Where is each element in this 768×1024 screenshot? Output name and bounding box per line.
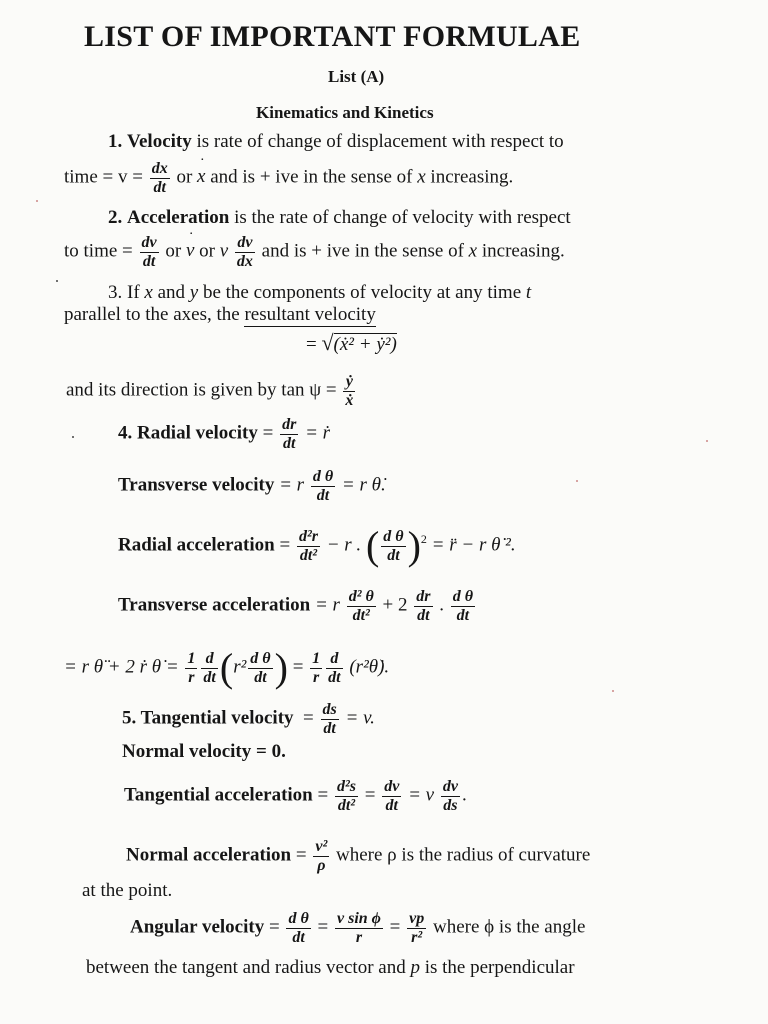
item1-number: 1. [108,131,123,152]
radial-velocity-num: dr [282,416,297,433]
scan-speck [72,436,74,438]
angular-velocity-eq3: = [389,916,401,938]
left-paren-icon: ( [365,523,380,568]
item3-resultant: resultant velocity [244,304,376,325]
scan-speck [56,280,58,282]
radial-velocity-line [118,416,330,452]
scan-speck [612,690,614,692]
item1-x: x [417,166,426,188]
item1-xdot: x ˙ [197,167,205,186]
tangential-acceleration-d3: ds [443,796,458,814]
radial-acceleration-inner-fraction [381,528,405,564]
last-line [86,958,575,977]
tangential-velocity-rhs: = v. [345,707,375,729]
item2-f2-num: dv [235,234,255,253]
radial-velocity-fraction [280,416,298,452]
angular-velocity-frac3 [407,910,426,946]
scan-speck [576,480,578,482]
angular-velocity-eq2: = [317,916,329,938]
normal-velocity: Normal velocity = 0. [122,741,286,762]
item3-root-line [306,332,397,354]
transverse-acceleration-dot: . [439,594,444,616]
item3-rest: be the components of velocity at any time [202,282,522,303]
item1-fraction [150,160,170,196]
cont-pre: = r θ̈ + 2 ṙ θ̇ = [64,656,179,678]
transverse-velocity-line [118,468,386,504]
item3-y: y [189,282,199,303]
transverse-acceleration-plus: + 2 [382,594,408,616]
radial-acceleration-line [118,523,516,568]
item2-or1: or [165,240,182,262]
tangential-acceleration-eq3: = v [408,784,435,806]
transverse-acceleration-n3: d θ [452,588,474,605]
transverse-velocity-den: dt [316,486,330,504]
right-paren-icon: ) [407,523,421,568]
normal-acceleration-fraction [313,838,329,874]
cont-n5: d [326,650,342,669]
item1-tail: increasing. [430,166,514,188]
cont-frac4 [310,650,322,686]
item3-dir-fraction [343,373,355,409]
radial-acceleration-inner-den: dt [387,546,400,564]
item3-root: (ẋ² + ẏ²) [333,334,397,355]
cont-d1: r [188,668,195,686]
list-label: List (A) [328,67,385,86]
tangential-acceleration-frac3 [441,778,460,814]
radial-acceleration-rhs: = r̈ − r θ̇ ². [431,534,516,556]
item3-t: t [525,282,532,303]
cont-tail: (r²θ̇). [349,656,390,678]
scan-speck [36,200,38,202]
transverse-acceleration-d3: dt [456,606,470,624]
tangential-acceleration-frac2 [382,778,401,814]
last-line-a: between the tangent and radius vector and [86,957,406,978]
angular-velocity-n1: d θ [288,910,309,927]
angular-velocity-eq: = [268,916,280,938]
item3-and: and [157,282,186,303]
transverse-acceleration-frac2 [414,588,432,624]
tangential-acceleration-frac1 [335,778,358,814]
last-p: p [410,957,420,978]
item3-dir-num: ẏ [343,373,355,392]
angular-velocity-label: Angular velocity [130,916,265,938]
item2-f1-num: dv [141,234,157,251]
tangential-acceleration-n3: dv [442,778,458,795]
cont-eq: = [292,656,304,678]
tangential-acceleration-n2: dv [384,778,400,795]
cont-d3: dt [254,668,267,686]
cont-frac3 [248,650,272,686]
item3-direction [66,373,357,409]
cont-d2: dt [203,668,216,686]
cont-n1: 1 [187,649,196,667]
item1-line2 [64,160,513,196]
tangential-acceleration-line [124,778,467,814]
item2-f1-den: dt [142,252,156,270]
radial-acceleration-num: d²r [298,527,318,545]
item2-fraction-2 [235,234,255,270]
transverse-acceleration-n2: dr [416,588,431,605]
angular-velocity-d2: r [355,928,363,946]
item3-x: x [144,282,153,303]
tangential-acceleration-d1: dt² [337,796,356,814]
item2-f2-den: dx [236,252,253,270]
cont-n4: 1 [312,649,321,667]
item2-pre: to time = [64,240,133,262]
tangential-velocity-eq: = [303,707,314,729]
transverse-velocity-num: d θ [312,468,334,485]
angular-velocity-text: where ϕ is the angle [433,916,586,938]
item2-line2 [64,234,565,270]
radial-velocity-eq: = [262,422,274,444]
item1-sense: and is + ive in the sense of [210,166,413,188]
transverse-acceleration-n1: d² θ [348,588,374,605]
cont-d5: dt [328,668,341,686]
item1-frac-den: dt [153,178,166,196]
angular-velocity-line [130,910,585,946]
item3-parallel: parallel to the axes, the [64,304,240,325]
transverse-velocity-rhs: = r θ̇. [341,474,386,496]
angular-velocity-frac1 [286,910,310,946]
tangential-acceleration-eq2: = [364,784,376,806]
item2-vdot: v ˙ [186,241,194,260]
item1-line1 [108,132,564,151]
tangential-acceleration-end: . [461,784,467,806]
radial-velocity-rhs: = ṙ [305,422,331,444]
normal-acceleration-text: where ρ is the radius of curvature [336,844,591,866]
tangential-velocity-den: dt [323,719,336,737]
angular-velocity-n2: v sin ϕ [336,910,381,927]
cont-n2: d [201,650,217,669]
section-heading: Kinematics and Kinetics [256,103,434,122]
item2-heading: Acceleration [127,207,230,228]
radial-acceleration-den: dt² [299,546,318,564]
transverse-acceleration-continuation [64,645,390,690]
normal-acceleration-label: Normal acceleration [126,844,292,866]
radial-acceleration-label: Radial acceleration [118,534,275,556]
item2-text: is the rate of change of velocity with respect [234,207,571,228]
tangential-velocity-label: 5. Tangential velocity [122,707,294,729]
normal-acceleration-eq: = [295,844,307,866]
item3-line1 [108,283,531,302]
angular-velocity-n3: vp [409,910,425,927]
sqrt-icon: √ [321,330,334,355]
normal-acceleration-line [126,838,590,874]
item2-fraction-1 [140,234,159,270]
normal-acceleration-num: v² [315,838,328,855]
normal-acceleration-text2: at the point. [82,880,173,901]
item3-line2 [64,305,376,324]
transverse-velocity-label: Transverse velocity [118,474,275,496]
transverse-acceleration-line [118,588,477,624]
right-paren-icon: ) [274,645,288,690]
radial-acceleration-fraction [297,528,320,564]
page-title: LIST OF IMPORTANT FORMULAE [84,20,581,53]
radial-velocity-den: dt [282,434,296,452]
angular-velocity-d3: r² [411,928,423,946]
transverse-acceleration-eq: = r [314,594,340,616]
transverse-acceleration-frac3 [451,588,475,624]
tangential-velocity-fraction [321,701,339,737]
cont-r2: r² [233,656,247,678]
item2-or2: or [199,240,215,262]
transverse-acceleration-label: Transverse acceleration [118,594,311,616]
cont-d4: r [313,668,320,686]
item1-or: or [176,166,193,188]
item2-line1 [108,208,571,227]
cont-n3: d θ [250,649,271,667]
transverse-velocity-fraction [311,468,335,504]
item3-dir-den: ẋ [345,391,354,409]
item3-dir-text: and its direction is given by tan ψ = [66,379,337,401]
left-paren-icon: ( [219,645,234,690]
item2-number: 2. [108,207,123,228]
radial-acceleration-eq: = [279,534,291,556]
cont-frac1 [185,650,197,686]
item3-eq: = [306,334,317,355]
square-exponent: 2 [420,532,427,547]
transverse-acceleration-frac1 [347,588,376,624]
item2-x: x [468,240,478,262]
item2-post: and is + ive in the sense of [261,240,464,262]
transverse-acceleration-d1: dt² [352,606,370,624]
radial-acceleration-mid: − r . [326,534,362,556]
radial-acceleration-inner-num: d θ [383,527,404,545]
tangential-velocity-line [122,701,375,737]
normal-acceleration-den: ρ [317,856,326,874]
angular-velocity-frac2 [335,910,383,946]
tangential-acceleration-label: Tangential acceleration [124,784,313,806]
radial-velocity-label: 4. Radial velocity [118,422,258,444]
last-line-b: is the perpendicular [424,957,575,978]
cont-frac5 [326,650,342,686]
cont-frac2 [201,650,217,686]
item2-v: v [219,240,229,262]
angular-velocity-d1: dt [292,928,305,946]
scan-speck [706,440,708,442]
item1-text: is rate of change of displacement with respect to [196,131,564,152]
tangential-acceleration-d2: dt [385,796,398,814]
item2-tail: increasing. [481,240,565,262]
tangential-acceleration-n1: d²s [336,778,356,795]
item1-eq-pre: time = v = [64,166,143,188]
transverse-acceleration-d2: dt [417,606,430,624]
item3-if: 3. If [108,282,140,303]
item1-frac-num: dx [151,160,168,177]
tangential-acceleration-eq: = [317,784,329,806]
item1-heading: Velocity [127,131,192,152]
tangential-velocity-num: ds [322,701,337,718]
transverse-velocity-eq: = r [279,474,305,496]
